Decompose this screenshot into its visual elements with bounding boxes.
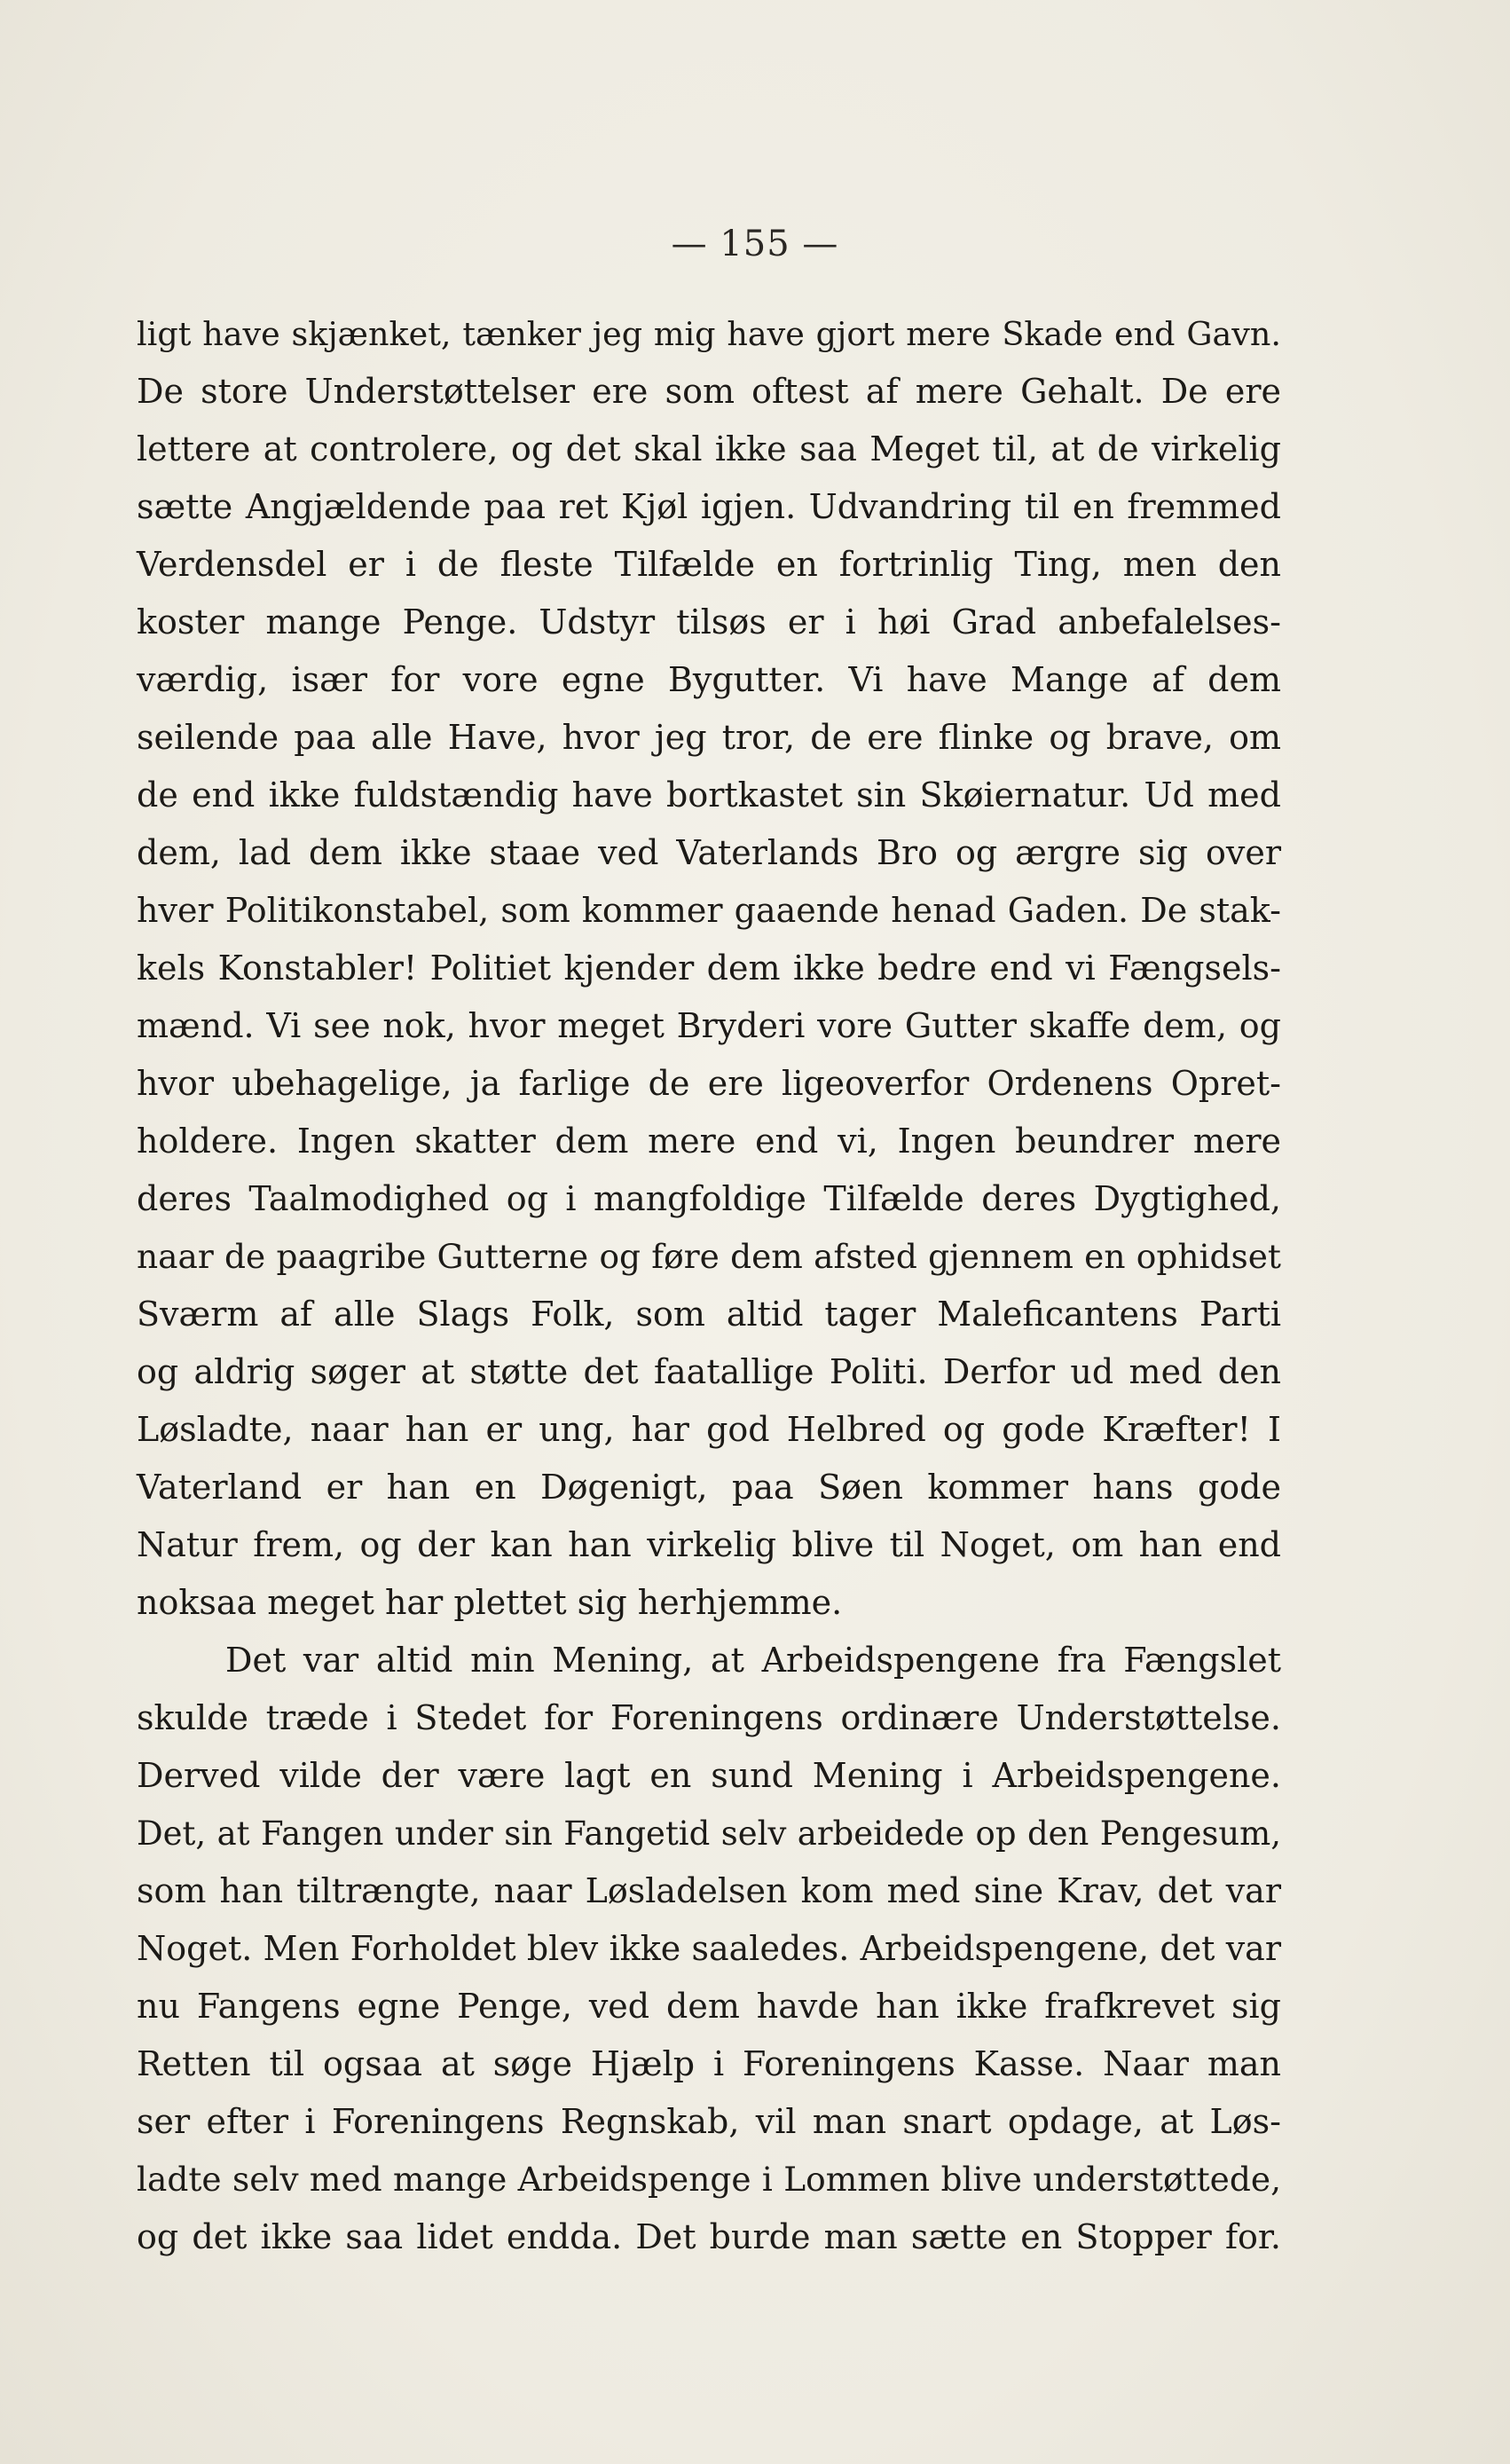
page-number: — 155 — xyxy=(671,224,839,264)
text-line: Natur frem, og der kan han virkelig blive til Noget, om han end xyxy=(137,1525,1281,1564)
text-line: ligt have skjænket, tænker jeg mig have gjort mere Skade end Gavn. xyxy=(137,315,1281,353)
text-line: naar de paagribe Gutterne og føre dem afsted gjennem en ophidset xyxy=(137,1237,1281,1276)
text-line: Sværm af alle Slags Folk, som altid tager Maleficantens Parti xyxy=(137,1295,1281,1334)
body-text xyxy=(137,305,1281,2266)
text-line: deres Taalmodighed og i mangfoldige Tilfælde deres Dygtighed, xyxy=(137,1179,1281,1218)
text-line: værdig, især for vore egne Bygutter. Vi have Mange af dem xyxy=(137,660,1281,699)
text-line: Det, at Fangen under sin Fangetid selv arbeidede op den Pengesum, xyxy=(137,1815,1281,1853)
text-line: Retten til ogsaa at søge Hjælp i Foreningens Kasse. Naar man xyxy=(137,2044,1281,2083)
text-line: Noget. Men Forholdet blev ikke saaledes. Arbeidspengene, det var xyxy=(137,1929,1281,1968)
text-line: Verdensdel er i de fleste Tilfælde en fortrinlig Ting, men den xyxy=(137,545,1281,584)
paragraph-start-line: Det var altid min Mening, at Arbeidspengene fra Fængslet xyxy=(225,1641,1281,1680)
text-line: skulde træde i Stedet for Foreningens ordinære Understøttelse. xyxy=(137,1698,1281,1737)
text-line: noksaa meget har plettet sig herhjemme. xyxy=(137,1583,843,1622)
text-line: holdere. Ingen skatter dem mere end vi, Ingen beundrer mere xyxy=(137,1122,1281,1161)
text-line: dem, lad dem ikke staae ved Vaterlands Bro og ærgre sig over xyxy=(137,833,1281,872)
text-line: og aldrig søger at støtte det faatallige Politi. Derfor ud med den xyxy=(137,1352,1281,1391)
text-line: som han tiltrængte, naar Løsladelsen kom med sine Krav, det var xyxy=(137,1871,1281,1910)
text-line: hver Politikonstabel, som kommer gaaende henad Gaden. De stak- xyxy=(137,891,1281,930)
text-line: ladte selv med mange Arbeidspenge i Lommen blive understøttede, xyxy=(137,2160,1281,2199)
text-line: og det ikke saa lidet endda. Det burde man sætte en Stopper for. xyxy=(137,2217,1281,2256)
text-line: koster mange Penge. Udstyr tilsøs er i høi Grad anbefalelses- xyxy=(137,602,1281,642)
text-line: hvor ubehagelige, ja farlige de ere ligeoverfor Ordenens Opret- xyxy=(137,1064,1281,1103)
text-line: Vaterland er han en Døgenigt, paa Søen kommer hans gode xyxy=(137,1468,1281,1507)
text-line: Derved vilde der være lagt en sund Mening i Arbeidspengene. xyxy=(137,1756,1281,1795)
text-line: mænd. Vi see nok, hvor meget Bryderi vore Gutter skaffe dem, og xyxy=(137,1006,1281,1045)
text-line: de end ikke fuldstændig have bortkastet sin Skøiernatur. Ud med xyxy=(137,775,1281,815)
text-line: seilende paa alle Have, hvor jeg tror, de ere flinke og brave, om xyxy=(137,718,1281,757)
text-line: nu Fangens egne Penge, ved dem havde han ikke frafkrevet sig xyxy=(137,1987,1281,2026)
text-line: ser efter i Foreningens Regnskab, vil man snart opdage, at Løs- xyxy=(137,2102,1281,2141)
text-line: lettere at controlere, og det skal ikke saa Meget til, at de virkelig xyxy=(137,429,1281,468)
text-line: Løsladte, naar han er ung, har god Helbred og gode Kræfter! I xyxy=(137,1410,1281,1449)
text-line: De store Understøttelser ere som oftest af mere Gehalt. De ere xyxy=(137,372,1281,411)
text-line: kels Konstabler! Politiet kjender dem ikke bedre end vi Fængsels- xyxy=(137,949,1281,988)
text-line: sætte Angjældende paa ret Kjøl igjen. Udvandring til en fremmed xyxy=(137,487,1281,526)
